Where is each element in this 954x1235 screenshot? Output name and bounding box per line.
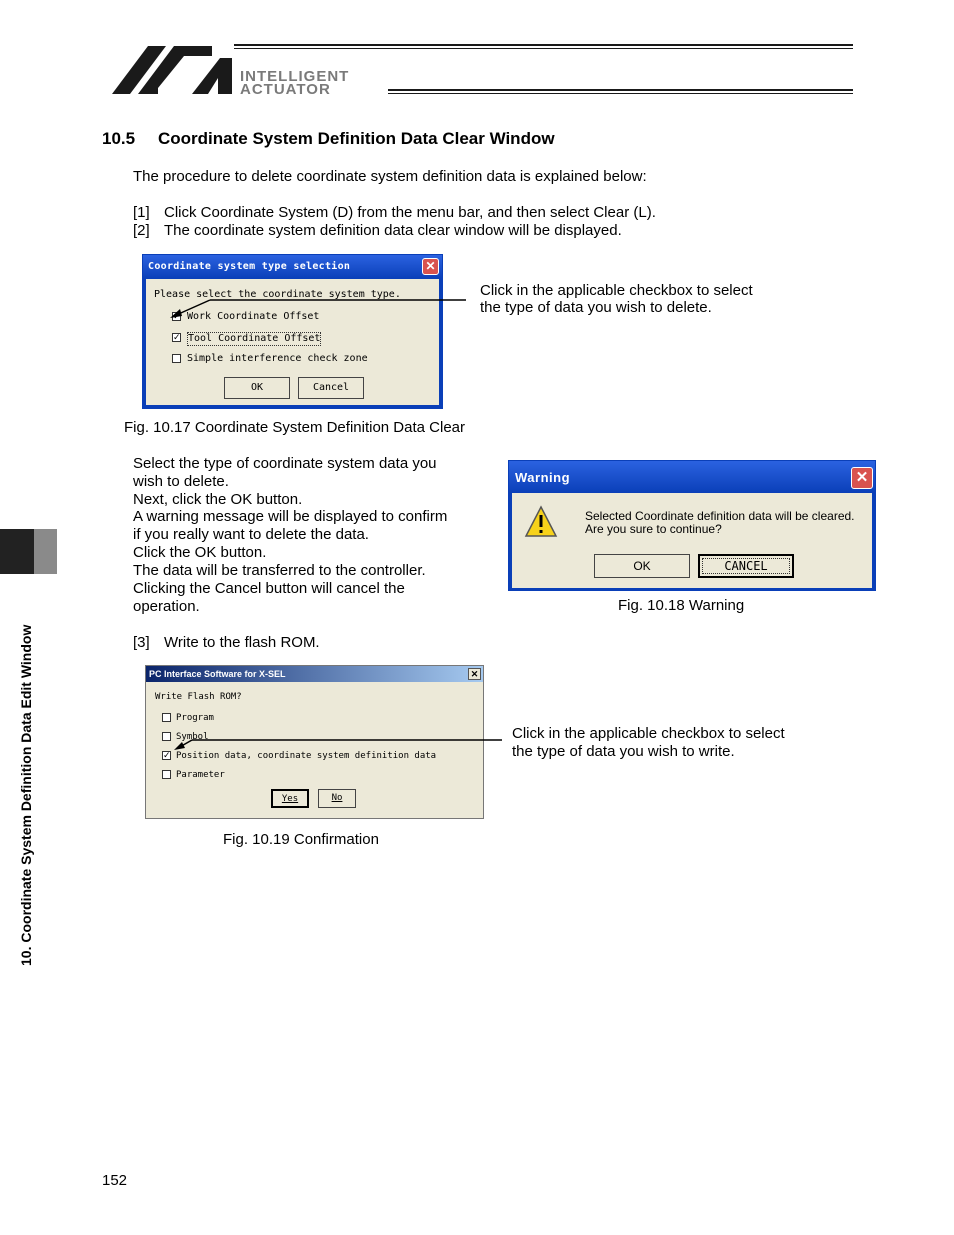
description-line: wish to delete.: [133, 473, 229, 490]
dialog-prompt: Please select the coordinate system type.: [154, 289, 401, 300]
warning-titlebar: [509, 461, 875, 493]
side-tab-label: 10. Coordinate System Definition Data Edit Window: [18, 624, 34, 966]
parameter-label: Parameter: [176, 770, 225, 780]
fig18-caption: Fig. 10.18 Warning: [618, 597, 745, 614]
coordinate-type-dialog: [142, 254, 443, 409]
brand-line2: ACTUATOR: [240, 81, 331, 98]
step-2-text: The coordinate system definition data clear window will be displayed.: [164, 222, 622, 239]
warning-cancel-button[interactable]: CANCEL: [698, 554, 794, 578]
warning-message-1: Selected Coordinate definition data will be cleared.: [585, 509, 855, 523]
warning-ok-button[interactable]: OK: [594, 554, 690, 578]
position-data-checkbox[interactable]: ✓: [163, 750, 171, 760]
description-line: The data will be transferred to the controller.: [133, 562, 426, 579]
callout-17-line1: Click in the applicable checkbox to select: [480, 282, 753, 299]
no-button[interactable]: No: [318, 789, 356, 808]
warning-dialog: [508, 460, 876, 591]
side-tab-dark: [0, 529, 34, 574]
step-1-text: Click Coordinate System (D) from the menu bar, and then select Clear (L).: [164, 204, 656, 221]
description-line: if you really want to delete the data.: [133, 526, 369, 543]
interference-zone-checkbox[interactable]: [172, 354, 181, 363]
close-icon[interactable]: ✕: [422, 258, 439, 275]
callout-line-17: [160, 296, 470, 322]
symbol-label: Symbol: [176, 732, 209, 742]
step-3-num: [3]: [133, 634, 150, 651]
flash-prompt: Write Flash ROM?: [155, 692, 242, 702]
position-data-label: Position data, coordinate system definition data: [176, 751, 437, 761]
section-number: 10.5: [102, 129, 136, 148]
flash-dialog-title: PC Interface Software for X-SEL: [149, 669, 286, 679]
close-icon[interactable]: ✕: [851, 467, 873, 489]
callout-19-line2: the type of data you wish to write.: [512, 743, 735, 760]
cancel-button[interactable]: Cancel: [298, 377, 364, 399]
tool-offset-checkbox[interactable]: ✓: [173, 332, 181, 342]
warning-title: Warning: [515, 470, 571, 485]
fig17-caption: Fig. 10.17 Coordinate System Definition Data Clear: [124, 419, 466, 436]
program-label: Program: [176, 713, 214, 723]
yes-button[interactable]: Yes: [271, 789, 309, 808]
parameter-checkbox[interactable]: [162, 770, 171, 779]
description-line: Select the type of coordinate system data you: [133, 455, 437, 472]
warning-message-2: Are you sure to continue?: [585, 522, 722, 536]
ok-button[interactable]: OK: [224, 377, 290, 399]
step-2-num: [2]: [133, 222, 150, 239]
dialog-titlebar: [143, 255, 442, 279]
callout-17-line2: the type of data you wish to delete.: [480, 299, 712, 316]
company-logo: [108, 44, 853, 96]
brand-line1: INTELLIGENT: [240, 68, 350, 85]
description-line: operation.: [133, 598, 200, 615]
dialog-title: Coordinate system type selection: [148, 261, 351, 272]
interference-zone-label: Simple interference check zone: [187, 353, 368, 364]
logo-mark-icon: [108, 44, 853, 96]
callout-19-line1: Click in the applicable checkbox to select: [512, 725, 785, 742]
side-tab-gray: [34, 529, 57, 574]
description-line: Next, click the OK button.: [133, 491, 303, 508]
section-title: Coordinate System Definition Data Clear Window: [158, 129, 555, 148]
page-number: 152: [102, 1172, 128, 1189]
step-1-num: [1]: [133, 204, 150, 221]
warning-triangle-icon: [524, 505, 558, 539]
callout-line-19: [170, 736, 506, 752]
intro-text: The procedure to delete coordinate system definition data is explained below:: [133, 168, 647, 185]
flash-titlebar: [146, 666, 483, 682]
warning-body: [512, 493, 872, 588]
fig19-caption: Fig. 10.19 Confirmation: [223, 831, 379, 848]
close-icon[interactable]: ✕: [468, 668, 481, 680]
description-line: Clicking the Cancel button will cancel the: [133, 580, 405, 597]
description-line: A warning message will be displayed to confirm: [133, 508, 448, 525]
step-3-text: Write to the flash ROM.: [164, 634, 320, 651]
description-line: Click the OK button.: [133, 544, 267, 561]
program-checkbox[interactable]: [162, 713, 171, 722]
work-offset-label: Work Coordinate Offset: [187, 311, 320, 322]
tool-offset-label: Tool Coordinate Offset: [188, 333, 321, 344]
